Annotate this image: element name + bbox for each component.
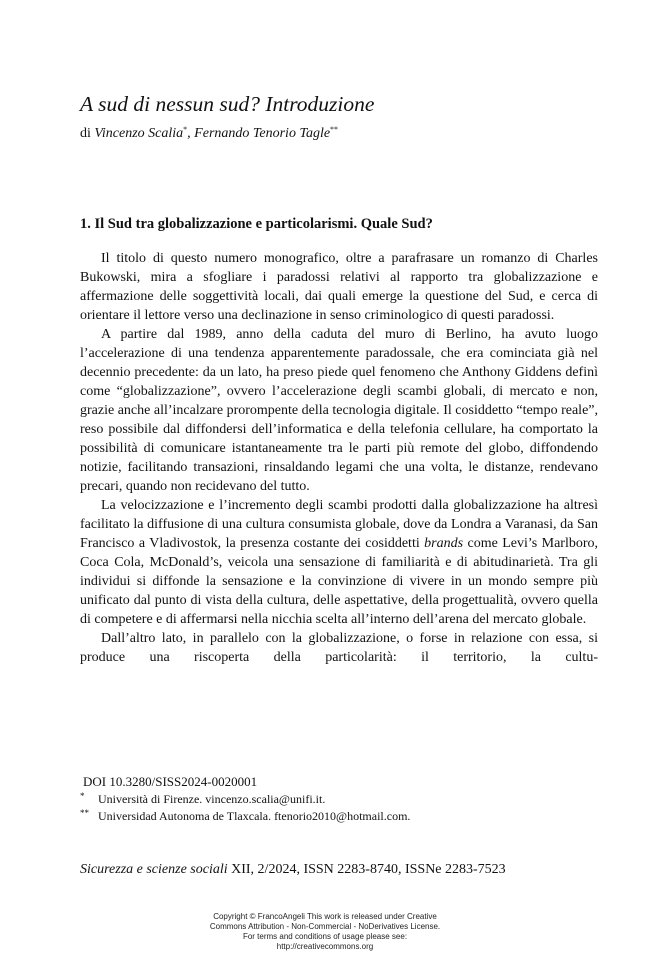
byline-prefix: di [80, 126, 91, 141]
journal-name: Sicurezza e scienze sociali [80, 862, 228, 877]
journal-details: XII, 2/2024, ISSN 2283-8740, ISSNe 2283-7523 [227, 862, 506, 877]
footnote-mark: ** [80, 808, 89, 818]
author-separator: , [187, 126, 195, 141]
author-footnote-mark: * [183, 125, 188, 134]
footnote-mark: * [80, 791, 85, 801]
footnote [80, 791, 410, 808]
author-byline [80, 125, 338, 142]
section-heading: 1. Il Sud tra globalizzazione e particolarismi. Quale Sud? [80, 216, 433, 232]
copyright-link: http://creativecommons.org [276, 942, 374, 951]
journal-citation [80, 862, 506, 878]
copyright-line: For terms and conditions of usage please see: [242, 932, 408, 941]
copyright-line: Copyright © FrancoAngeli This work is released under Creative [213, 912, 437, 921]
author-footnote-mark: ** [330, 125, 339, 134]
paragraph-text: La velocizzazione e l’incremento degli scambi prodotti dalla globalizzazione ha altresì facilitato la diffusione di una cultura consumista globale, dove da Londra a Varanasi, da San Francisco a Vladivostok, la presenza costante dei cosiddetti [80, 498, 598, 551]
article-title: A sud di nessun sud? Introduzione [80, 92, 375, 116]
copyright-notice [0, 912, 650, 952]
footnote-text: Universidad Autonoma de Tlaxcala. ftenorio2010@hotmail.com. [98, 809, 411, 823]
paragraph: Il titolo di questo numero monografico, oltre a parafrasare un romanzo di Charles Bukowski, mira a sfogliare i paradossi relativi al rapporto tra globalizzazione e affermazione delle soggettività locali, dai quali emerge la questione del Sud, e cerca di orientare il lettore verso una declinazione in senso criminologico di questi paradossi. [80, 251, 598, 323]
paragraph [80, 496, 598, 629]
footnotes [80, 773, 410, 825]
paragraph: Dall’altro lato, in parallelo con la globalizzazione, o forse in relazione con essa, si produce una riscoperta della particolarità: il territorio, la cultu- [80, 631, 598, 665]
copyright-line: Commons Attribution - Non-Commercial - NoDerivatives License. [209, 922, 441, 931]
author-name: Vincenzo Scalia [94, 126, 184, 141]
emphasis-text: brands [424, 536, 464, 551]
footnote-text: Università di Firenze. vincenzo.scalia@unifi.it. [98, 792, 326, 806]
article-body [80, 249, 598, 667]
doi: DOI 10.3280/SISS2024-0020001 [83, 774, 258, 789]
footnote [80, 808, 410, 825]
paragraph: A partire dal 1989, anno della caduta del muro di Berlino, ha avuto luogo l’accelerazione di una tendenza apparentemente paradossale, che era cominciata già nel decennio precedente: da un lato, ha preso piede quel fenomeno che Anthony Giddens definì come “globalizzazione”, ovvero l’accelerazione degli scambi globali, di mercato e non, grazie anche all’incalzare prorompente della tecnologia digitale. Il cosiddetto “tempo reale”, reso possibile dal diffondersi dell’informatica e della telefonia cellulare, ha comportato la possibilità di comunicare istantaneamente tra le parti più remote del globo, diffondendo notizie, facilitando transazioni, rinsaldando legami che una volta, le distanze, rendevano precari, quando non recidevano del tutto. [80, 327, 598, 494]
paragraph-text: come Levi’s Marlboro, Coca Cola, McDonald’s, veicola una sensazione di familiarità e di abitudinarietà. Tra gli individui si diffonde la sensazione e la convinzione di vivere in un mondo sempre più unificato dal punto di vista della cultura, delle aspettative, della progettualità, ovvero quella di competere e di affermarsi nella nicchia scelta all’interno dell’arena del mercato globale. [80, 536, 599, 627]
author-name: Fernando Tenorio Tagle [194, 126, 331, 141]
